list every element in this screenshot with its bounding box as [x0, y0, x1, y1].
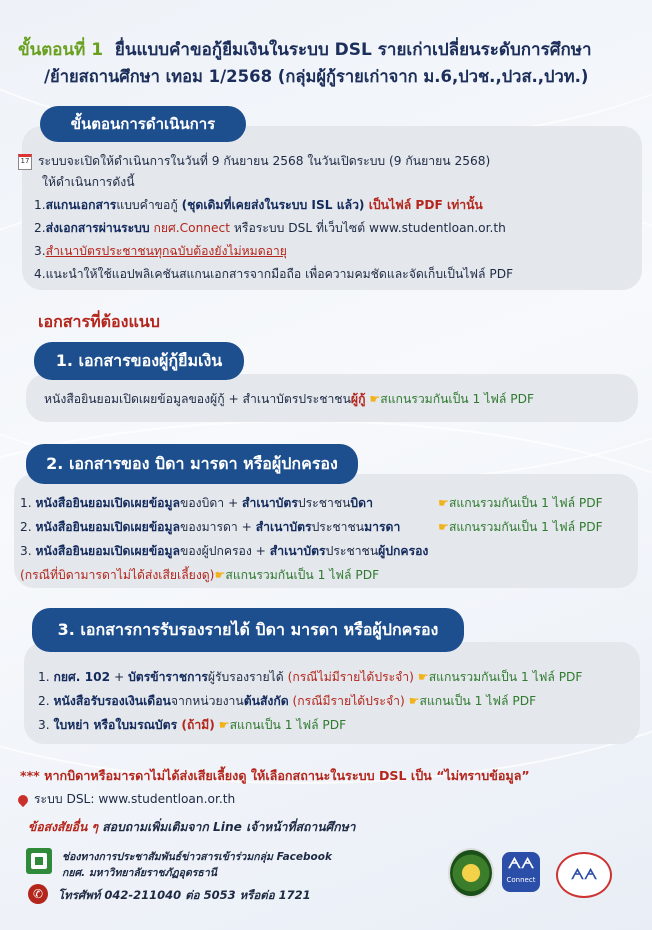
doc-text: ของมารดา +	[179, 520, 256, 534]
pointing-hand-icon: ☛	[417, 670, 429, 684]
section2-line4	[20, 566, 379, 585]
doc-bold: หนังสือยินยอมเปิดเผยข้อมูล	[35, 544, 180, 558]
connect-logo-mark: ᗅᗅ	[507, 856, 535, 872]
procedure-item-1	[34, 196, 483, 215]
doc-text: ผู้รับรองรายได้	[207, 670, 288, 684]
doc-red: ผู้กู้	[350, 392, 366, 406]
section2-pill: 2. เอกสารของ บิดา มารดา หรือผู้ปกครอง	[26, 444, 358, 484]
footer-note	[20, 766, 530, 786]
item-red: เป็นไฟล์ PDF เท่านั้น	[364, 198, 483, 212]
doc-bold: มารดา	[364, 520, 401, 534]
item-text: แนะนำให้ใช้แอปพลิเคชันสแกนเอกสารจากมือถือ เพื่อความคมชัดและจัดเก็บเป็นไฟล์ PDF	[45, 267, 514, 281]
doc-text: ประชาชน	[297, 496, 351, 510]
facebook-line2: กยศ. มหาวิทยาลัยราชภัฏอุดรธานี	[62, 867, 217, 879]
doc-green: สแกนรวมกันเป็น 1 ไฟล์ PDF	[448, 496, 603, 510]
doc-green: สแกนเป็น 1 ไฟล์ PDF	[419, 694, 537, 708]
website-line	[18, 790, 235, 809]
item-num: 2.	[38, 694, 54, 708]
item-num: 1.	[38, 670, 54, 684]
item-num: 3.	[20, 544, 36, 558]
step-label: ขั้นตอนที่ 1	[18, 40, 104, 60]
pointing-hand-icon: ☛	[408, 694, 420, 708]
procedure-item-2	[34, 219, 506, 238]
item-num: 1.	[20, 496, 36, 510]
item-num: 2.	[34, 221, 46, 235]
pointing-hand-icon: ☛	[438, 496, 449, 510]
section3-line3	[38, 716, 346, 735]
doc-bold: บิดา	[350, 496, 373, 510]
doc-bold: ผู้ปกครอง	[378, 544, 429, 558]
facebook-line1: ช่องทางการประชาสัมพันธ์ข่าวสารเข้าร่วมกลุ่ม Facebook	[62, 851, 332, 863]
title-line1: ยื่นแบบคำขอกู้ยืมเงินในระบบ DSL รายเก่าเปลี่ยนระดับการศึกษา	[114, 40, 592, 60]
doc-bold: สำเนาบัตร	[242, 496, 298, 510]
doc-bold: บัตรข้าราชการ	[128, 670, 208, 684]
section3-line2	[38, 692, 536, 711]
kyos-fund-logo: ᗅᗅ	[556, 852, 612, 898]
pointing-hand-icon: ☛	[438, 520, 449, 534]
doc-bold: หนังสือรับรองเงินเดือน	[53, 694, 171, 708]
doc-red: (กรณีมีรายได้ประจำ)	[288, 694, 405, 708]
procedure-item-4	[34, 265, 513, 284]
section2-line1-scan	[438, 494, 603, 513]
item-num: 2.	[20, 520, 36, 534]
section2-line1	[20, 494, 373, 513]
doc-text: หนังสือยินยอมเปิดเผยข้อมูลของผู้กู้ + สำเนาบัตรประชาชน	[44, 392, 351, 406]
doc-green: สแกนรวมกันเป็น 1 ไฟล์ PDF	[225, 568, 380, 582]
doc-bold: กยศ. 102	[53, 670, 111, 684]
doc-green: สแกนรวมกันเป็น 1 ไฟล์ PDF	[448, 520, 603, 534]
item-text: หรือระบบ DSL ที่เว็บไซต์ www.studentloan.or.th	[230, 221, 506, 235]
section1-line	[44, 390, 534, 409]
inquiry-label: ข้อสงสัยอื่น ๆ	[28, 820, 99, 834]
item-num: 3.	[34, 244, 46, 258]
item-bold: สแกนเอกสาร	[45, 198, 117, 212]
pointing-hand-icon: ☛	[369, 392, 381, 406]
section2-line2	[20, 518, 400, 537]
pointing-hand-icon: ☛	[214, 568, 226, 582]
section2-line2-scan	[438, 518, 603, 537]
item-num: 4.	[34, 267, 46, 281]
doc-bold: หนังสือยินยอมเปิดเผยข้อมูล	[35, 520, 180, 534]
doc-red: (กรณีไม่มีรายได้ประจำ)	[287, 670, 414, 684]
section3-line1	[38, 668, 582, 687]
note-text: หากบิดาหรือมารดาไม่ได้ส่งเสียเลี้ยงดู ให้เลือกสถานะในระบบ DSL เป็น	[39, 768, 437, 783]
location-pin-icon	[16, 792, 30, 806]
pointing-hand-icon: ☛	[218, 718, 230, 732]
procedure-pill: ขั้นตอนการดำเนินการ	[40, 106, 246, 142]
intro-line1: ระบบจะเปิดให้ดำเนินการในวันที่ 9 กันยายน 2568 ในวันเปิดระบบ (9 กันยายน 2568)	[38, 154, 491, 168]
inquiry-text: สอบถามเพิ่มเติมจาก Line เจ้าหน้าที่สถานศึกษา	[98, 820, 356, 834]
university-seal-logo	[448, 848, 494, 898]
note-quote: “ไม่ทราบข้อมูล”	[436, 768, 530, 783]
doc-green: สแกนรวมกันเป็น 1 ไฟล์ PDF	[380, 392, 534, 406]
doc-red: (กรณีที่บิดามารดาไม่ได้ส่งเสียเลี้ยงดู)	[20, 568, 215, 582]
procedure-intro	[18, 152, 490, 171]
phone-text[interactable]: โทรศัพท์ 042-211040 ต่อ 5053 หรือต่อ 1721	[58, 888, 311, 902]
doc-text: จากหน่วยงาน	[170, 694, 244, 708]
doc-text: ของผู้ปกครอง +	[179, 544, 270, 558]
doc-red: (ถ้ามี)	[177, 718, 215, 732]
item-num: 3.	[38, 718, 54, 732]
section1-pill: 1. เอกสารของผู้กู้ยืมเงิน	[34, 342, 244, 380]
kyos-connect-logo	[502, 852, 540, 892]
doc-text: ประชาชน	[325, 544, 379, 558]
doc-bold: ใบหย่า หรือใบมรณบัตร	[53, 718, 178, 732]
facebook-qr-icon	[26, 848, 52, 874]
doc-bold: ต้นสังกัด	[243, 694, 289, 708]
section2-line3	[20, 542, 428, 561]
section3-pill: 3. เอกสารการรับรองรายได้ บิดา มารดา หรือผู้ปกครอง	[32, 608, 464, 652]
item-red: กยศ.Connect	[149, 221, 231, 235]
doc-bold: หนังสือยินยอมเปิดเผยข้อมูล	[35, 496, 180, 510]
doc-text: ประชาชน	[311, 520, 365, 534]
page-title	[18, 36, 592, 63]
website-text[interactable]: ระบบ DSL: www.studentloan.or.th	[34, 792, 236, 806]
item-bold: (ชุดเดิมที่เคยส่งในระบบ ISL แล้ว)	[181, 198, 365, 212]
title-line2: /ย้ายสถานศึกษา เทอม 1/2568 (กลุ่มผู้กู้รายเก่าจาก ม.6,ปวช.,ปวส.,ปวท.)	[44, 67, 589, 86]
doc-bold: สำเนาบัตร	[269, 544, 326, 558]
item-red: สำเนาบัตรประชาชนทุกฉบับต้องยังไม่หมดอายุ	[45, 244, 287, 258]
item-num: 1.	[34, 198, 46, 212]
phone-icon: ✆	[28, 884, 48, 904]
documents-heading: เอกสารที่ต้องแนบ	[38, 312, 160, 331]
item-text: แบบคำขอกู้	[116, 198, 182, 212]
connect-logo-text: Connect	[506, 876, 536, 884]
intro-line2: ให้ดำเนินการดังนี้	[42, 175, 135, 189]
doc-bold: สำเนาบัตร	[255, 520, 312, 534]
calendar-icon: 17	[18, 154, 32, 170]
procedure-item-3	[34, 242, 287, 261]
doc-text: +	[110, 670, 129, 684]
item-bold: ส่งเอกสารผ่านระบบ	[45, 221, 150, 235]
inquiry-line	[28, 818, 356, 837]
note-stars: ***	[20, 768, 40, 783]
doc-text: ของบิดา +	[179, 496, 243, 510]
doc-green: สแกนรวมกันเป็น 1 ไฟล์ PDF	[428, 670, 583, 684]
doc-green: สแกนเป็น 1 ไฟล์ PDF	[229, 718, 347, 732]
